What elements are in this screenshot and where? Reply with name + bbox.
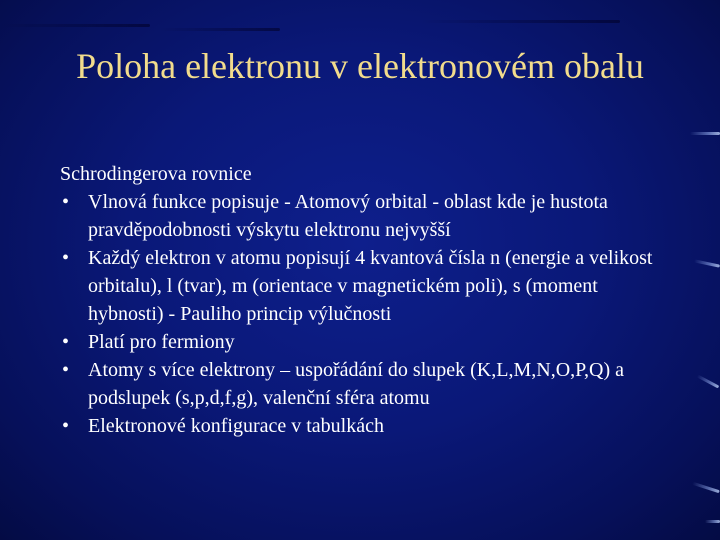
- bullet-item: [60, 328, 660, 356]
- decorative-streak: [160, 28, 280, 31]
- bullet-list: [60, 188, 660, 440]
- bullet-text: Platí pro fermiony: [88, 331, 235, 353]
- slide-title: Poloha elektronu v elektronovém obalu: [76, 46, 644, 86]
- bullet-item: [60, 356, 660, 412]
- decorative-streak: [697, 375, 720, 389]
- decorative-streak: [420, 20, 620, 23]
- decorative-streak: [692, 482, 720, 494]
- bullet-text: Elektronové konfigurace v tabulkách: [88, 415, 384, 437]
- bullet-item: [60, 412, 660, 440]
- bullet-text: Každý elektron v atomu popisují 4 kvantová čísla n (energie a velikost orbitalu), l (tvar), m (orientace v magnetickém poli), s (moment hybnosti) - Pauliho princip výlučnosti: [88, 247, 653, 325]
- bullet-glyph: •: [62, 191, 70, 213]
- decorative-streak: [705, 520, 720, 523]
- bullet-glyph: •: [62, 247, 70, 269]
- bullet-item: [60, 188, 660, 244]
- bullet-glyph: •: [62, 359, 70, 381]
- bullet-glyph: •: [62, 415, 70, 437]
- decorative-streak: [0, 24, 150, 27]
- bullet-glyph: •: [62, 331, 70, 353]
- decorative-streak: [694, 259, 720, 267]
- bullet-text: Atomy s více elektrony – uspořádání do slupek (K,L,M,N,O,P,Q) a podslupek (s,p,d,f,g), valenční sféra atomu: [88, 359, 625, 409]
- slide-body: [60, 160, 660, 440]
- intro-line: Schrodingerova rovnice: [60, 163, 252, 185]
- bullet-item: [60, 244, 660, 328]
- bullet-text: Vlnová funkce popisuje - Atomový orbital - oblast kde je hustota pravděpodobnosti výskytu elektronu nejvyšší: [88, 191, 608, 241]
- decorative-streak: [690, 132, 720, 135]
